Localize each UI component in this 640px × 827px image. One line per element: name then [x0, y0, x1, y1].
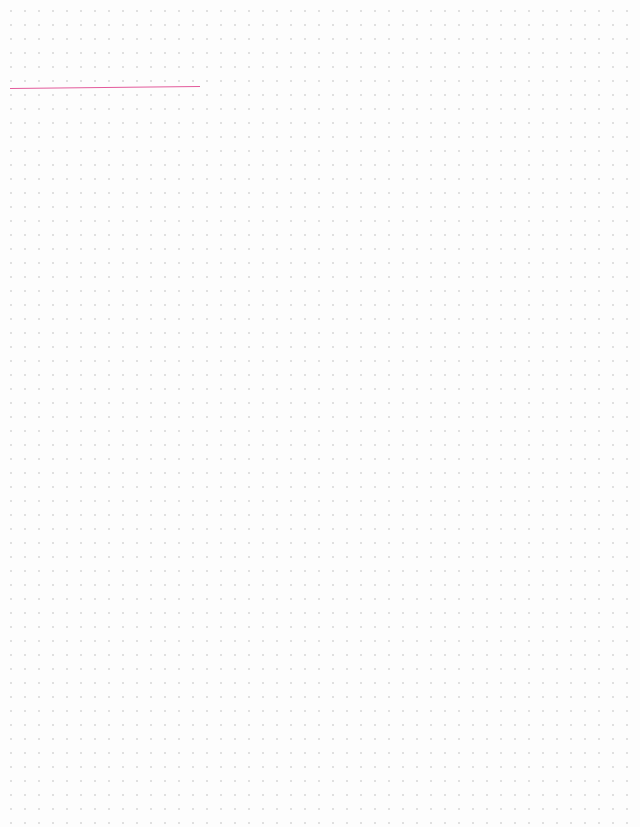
title-area — [0, 4, 640, 64]
heading-underline — [10, 86, 200, 89]
